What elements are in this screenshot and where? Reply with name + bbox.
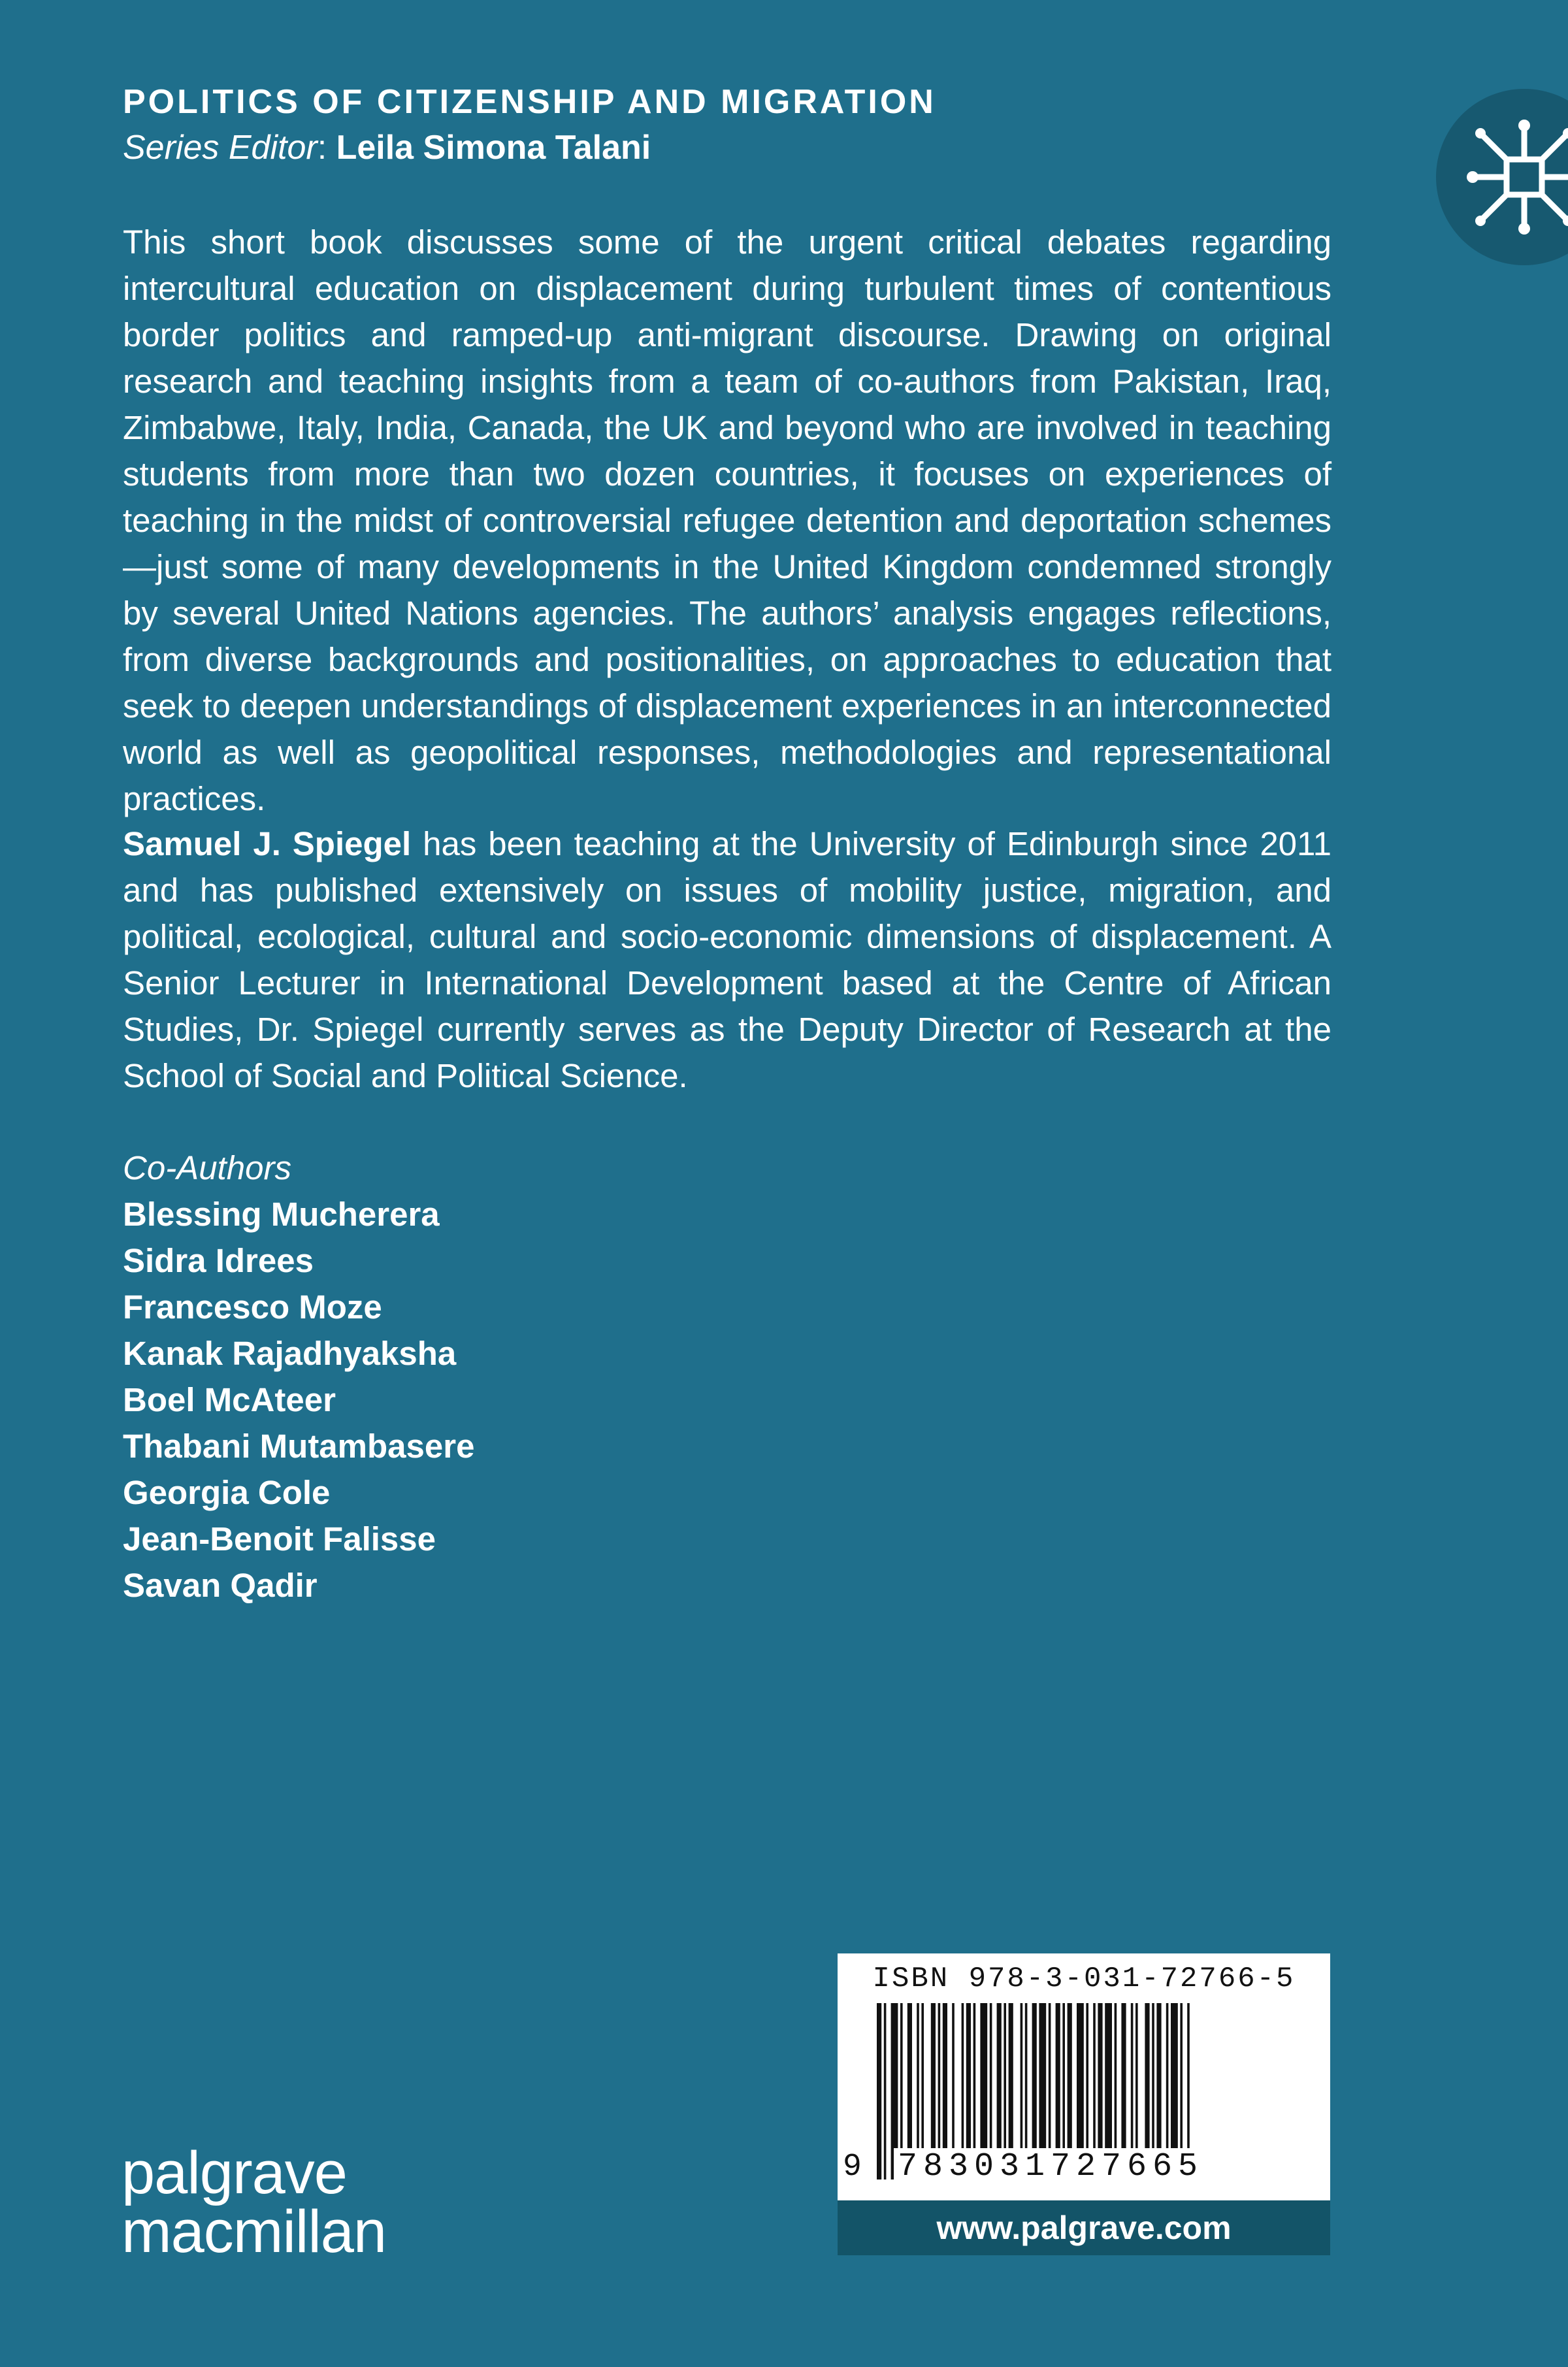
series-editor-colon: : <box>317 129 327 167</box>
isbn-label: ISBN 978-3-031-72766-5 <box>872 1963 1296 1995</box>
coauthor-name: Boel McAteer <box>123 1381 336 1418</box>
book-description: This short book discusses some of the urgent critical debates regarding intercultural education on displacement during turbulent times of contentious border politics and ramped-up anti-migrant discourse. Drawing on original research and teaching insights from a team of co-authors from Pakistan, Iraq, Zimbabwe, Italy, India, Canada, the UK and beyond who are involved in teaching students from more than two dozen countries, it focuses on experiences of teaching in the midst of controversial refugee detention and deportation schemes—just some of many developments in the United Kingdom condemned strongly by several United Nations agencies. The authors’ analysis engages reflections, from diverse backgrounds and positionalities, on approaches to education that seek to deepen understandings of displacement experiences in an interconnected world as well as geopolitical responses, methodologies and representational practices. <box>123 223 1331 817</box>
coauthor-name: Francesco Moze <box>123 1288 382 1326</box>
series-emblem-icon <box>1436 89 1568 265</box>
publisher-logo-line2: macmillan <box>122 2198 387 2265</box>
author-bio <box>123 821 1331 1099</box>
publisher-website: www.palgrave.com <box>936 2210 1232 2246</box>
coauthor-name: Jean-Benoit Falisse <box>123 1520 436 1558</box>
publisher-logo-line1: palgrave <box>122 2140 347 2206</box>
series-editor-name: Leila Simona Talani <box>336 129 651 167</box>
coauthor-name: Kanak Rajadhyaksha <box>123 1335 457 1372</box>
isbn-barcode-box <box>838 1953 1330 2200</box>
coauthor-name: Blessing Mucherera <box>123 1196 440 1233</box>
coauthors-list <box>123 1191 474 1608</box>
publisher-website-strip <box>838 2200 1330 2255</box>
author-bio-text: has been teaching at the University of Edinburgh since 2011 and has published extensively on issues of mobility justice, migration, and political, ecological, cultural and socio-economic dimensions of displacement. A Senior Lecturer in International Development based at the Centre of African Studies, Dr. Spiegel currently serves as the Deputy Director of Research at the School of Social and Political Science. <box>123 825 1331 1094</box>
barcode-digits: 783031727665 <box>894 2148 1207 2186</box>
coauthor-name: Sidra Idrees <box>123 1242 314 1279</box>
series-editor-label: Series Editor <box>123 129 318 167</box>
coauthor-name: Savan Qadir <box>123 1567 318 1604</box>
series-title: POLITICS OF CITIZENSHIP AND MIGRATION <box>123 83 936 121</box>
series-editor <box>123 127 651 169</box>
coauthors-label: Co-Authors <box>123 1149 291 1186</box>
author-name: Samuel J. Spiegel <box>123 825 412 862</box>
coauthor-name: Thabani Mutambasere <box>123 1428 475 1465</box>
barcode-first-digit: 9 <box>843 2149 862 2185</box>
coauthor-name: Georgia Cole <box>123 1474 331 1511</box>
publisher-logo <box>122 2142 386 2263</box>
